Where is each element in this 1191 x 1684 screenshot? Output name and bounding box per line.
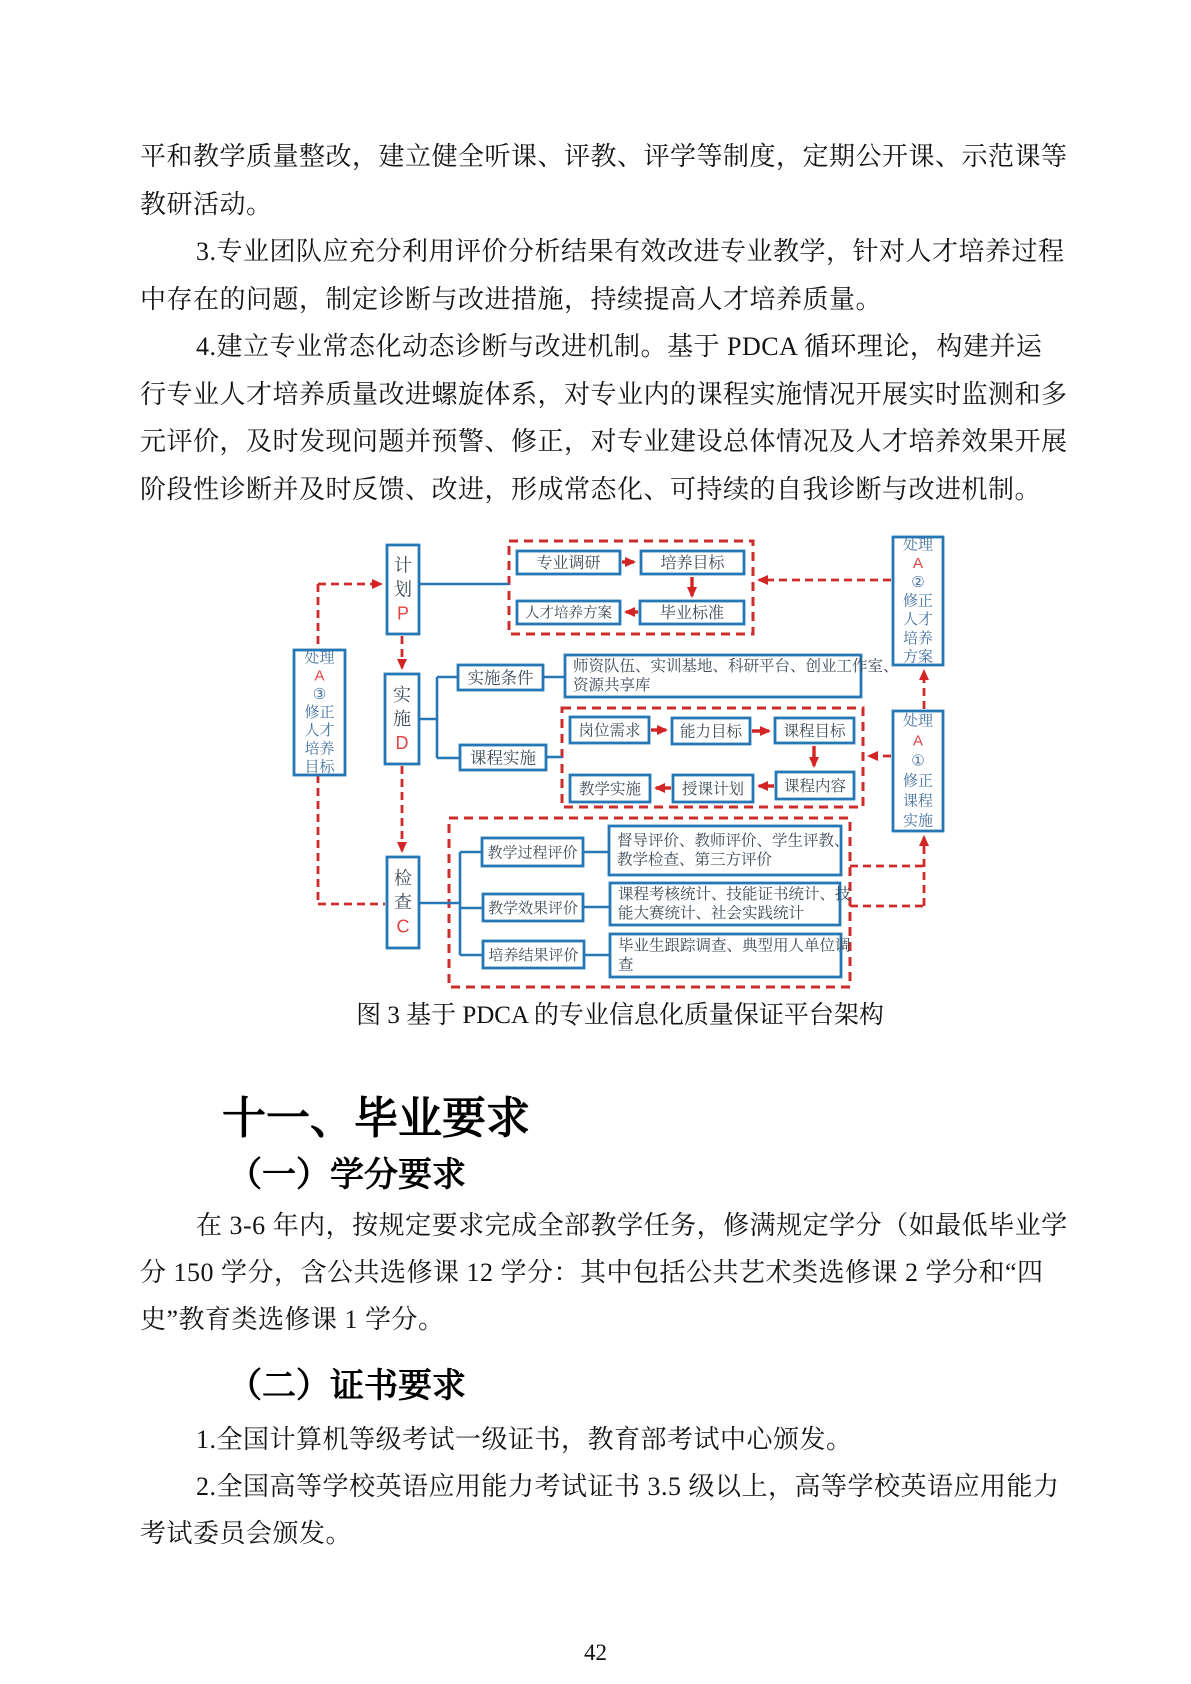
body-line: 考试委员会颁发。 xyxy=(140,1519,353,1548)
diagram-box-eval-result-detail xyxy=(610,934,851,977)
section-heading: 十一、毕业要求 xyxy=(222,1094,530,1143)
diagram-box-teach-plan xyxy=(673,775,753,802)
subsection-heading-credit: （一）学分要求 xyxy=(228,1156,466,1194)
svg-text:毕业生跟踪调查、典型用人单位调: 毕业生跟踪调查、典型用人单位调 xyxy=(618,937,851,955)
svg-text:处理: 处理 xyxy=(304,649,335,667)
body-line: 在 3-6 年内，按规定要求完成全部教学任务，修满规定学分（如最低毕业学 xyxy=(196,1211,1068,1240)
svg-text:毕业标准: 毕业标准 xyxy=(659,605,725,622)
svg-text:②: ② xyxy=(911,573,925,591)
diagram-box-course-impl xyxy=(460,745,546,770)
body-line: 元评价，及时发现问题并预警、修正，对专业建设总体情况及人才培养效果开展 xyxy=(140,427,1068,456)
diagram-box-act3 xyxy=(294,650,345,776)
svg-text:资源共享库: 资源共享库 xyxy=(573,677,651,694)
body-line: 3.专业团队应充分利用评价分析结果有效改进专业教学，针对人才培养过程 xyxy=(196,237,1065,266)
diagram-box-eval-process xyxy=(482,838,583,866)
svg-text:人才: 人才 xyxy=(902,611,934,629)
body-line: 2.全国高等学校英语应用能力考试证书 3.5 级以上，高等学校英语应用能力 xyxy=(196,1472,1060,1501)
svg-text:教学实施: 教学实施 xyxy=(578,781,642,798)
body-line: 分 150 学分，含公共选修课 12 学分：其中包括公共艺术类选修课 2 学分和“四 xyxy=(140,1258,1044,1287)
svg-text:①: ① xyxy=(911,752,925,770)
svg-text:P: P xyxy=(396,603,410,624)
svg-text:A: A xyxy=(912,555,924,573)
svg-text:A: A xyxy=(314,667,325,685)
svg-text:培养: 培养 xyxy=(304,740,335,758)
svg-text:划: 划 xyxy=(394,579,412,600)
svg-text:教学效果评价: 教学效果评价 xyxy=(487,900,579,917)
diagram-box-eval-result xyxy=(483,941,584,968)
body-line: 教研活动。 xyxy=(140,190,273,219)
svg-text:D: D xyxy=(395,733,409,753)
diagram-box-program xyxy=(517,601,620,624)
diagram-box-resources xyxy=(565,655,899,697)
svg-text:培养目标: 培养目标 xyxy=(660,555,725,572)
diagram-box-post-need xyxy=(570,717,649,743)
svg-text:修正: 修正 xyxy=(304,704,335,721)
diagram-box-eval-process-detail xyxy=(609,826,850,875)
svg-text:岗位需求: 岗位需求 xyxy=(578,722,641,740)
svg-text:授课计划: 授课计划 xyxy=(681,781,745,798)
diagram-box-plan xyxy=(387,545,419,634)
svg-text:课程内容: 课程内容 xyxy=(783,778,847,795)
svg-text:处理: 处理 xyxy=(902,712,934,730)
diagram-box-act1 xyxy=(893,711,943,831)
body-line: 中存在的问题，制定诊断与改进措施，持续提高人才培养质量。 xyxy=(140,285,883,314)
svg-text:课程实施: 课程实施 xyxy=(470,749,536,768)
svg-text:修正: 修正 xyxy=(902,772,934,790)
svg-text:师资队伍、实训基地、科研平台、创业工作室、: 师资队伍、实训基地、科研平台、创业工作室、 xyxy=(573,658,899,675)
diagram-box-course-content xyxy=(776,772,854,799)
svg-text:课程: 课程 xyxy=(902,792,934,810)
svg-text:人才: 人才 xyxy=(304,722,335,740)
svg-text:查: 查 xyxy=(618,956,634,974)
svg-text:专业调研: 专业调研 xyxy=(536,555,601,572)
diagram-box-check xyxy=(387,857,419,948)
svg-text:③: ③ xyxy=(312,685,327,703)
svg-text:处理: 处理 xyxy=(902,536,934,554)
diagram-box-cond xyxy=(458,665,543,690)
svg-text:实施: 实施 xyxy=(902,812,934,830)
svg-text:A: A xyxy=(912,732,924,750)
svg-text:计: 计 xyxy=(394,555,412,576)
svg-text:查: 查 xyxy=(394,892,412,913)
diagram-box-ability xyxy=(672,718,750,744)
diagram-box-grad-std xyxy=(640,601,744,624)
svg-text:课程目标: 课程目标 xyxy=(783,723,846,740)
svg-text:人才培养方案: 人才培养方案 xyxy=(525,605,612,622)
diagram-box-teach-impl xyxy=(570,775,650,802)
svg-text:能大赛统计、社会实践统计: 能大赛统计、社会实践统计 xyxy=(618,905,805,922)
subsection-heading-certificate: （二）证书要求 xyxy=(228,1367,466,1405)
svg-text:培养: 培养 xyxy=(902,629,934,647)
page-number: 42 xyxy=(584,1640,607,1665)
svg-text:施: 施 xyxy=(393,709,411,729)
body-line: 1.全国计算机等级考试一级证书，教育部考试中心颁发。 xyxy=(196,1425,853,1454)
diagram-box-goal xyxy=(641,551,744,574)
svg-text:方案: 方案 xyxy=(902,648,934,666)
diagram-box-do xyxy=(385,674,419,764)
svg-text:实: 实 xyxy=(393,685,411,705)
body-line: 平和教学质量整改，建立健全听课、评教、评学等制度，定期公开课、示范课等 xyxy=(140,142,1068,171)
svg-text:课程考核统计、技能证书统计、技: 课程考核统计、技能证书统计、技 xyxy=(618,886,851,903)
diagram-box-act2 xyxy=(893,537,943,666)
body-line: 阶段性诊断并及时反馈、改进，形成常态化、可持续的自我诊断与改进机制。 xyxy=(140,475,1042,504)
figure-caption: 图 3 基于 PDCA 的专业信息化质量保证平台架构 xyxy=(356,1002,884,1029)
diagram-box-eval-effect-detail xyxy=(610,883,851,925)
svg-text:培养结果评价: 培养结果评价 xyxy=(488,947,579,964)
diagram-box-survey xyxy=(517,551,620,574)
svg-text:检: 检 xyxy=(394,868,412,889)
diagram-box-eval-effect xyxy=(483,894,583,921)
svg-text:督导评价、教师评价、学生评教、: 督导评价、教师评价、学生评教、 xyxy=(617,832,850,850)
svg-text:实施条件: 实施条件 xyxy=(467,669,534,688)
svg-text:C: C xyxy=(396,916,410,937)
svg-text:目标: 目标 xyxy=(304,758,335,776)
svg-text:修正: 修正 xyxy=(902,592,934,610)
svg-text:教学过程评价: 教学过程评价 xyxy=(487,844,578,862)
svg-text:能力目标: 能力目标 xyxy=(679,723,743,741)
body-line: 史”教育类选修课 1 学分。 xyxy=(140,1305,445,1334)
diagram-box-course-goal xyxy=(775,718,854,743)
body-line: 4.建立专业常态化动态诊断与改进机制。基于 PDCA 循环理论，构建并运 xyxy=(196,332,1043,361)
body-line: 行专业人才培养质量改进螺旋体系，对专业内的课程实施情况开展实时监测和多 xyxy=(140,380,1068,409)
svg-text:教学检查、第三方评价: 教学检查、第三方评价 xyxy=(617,851,773,869)
